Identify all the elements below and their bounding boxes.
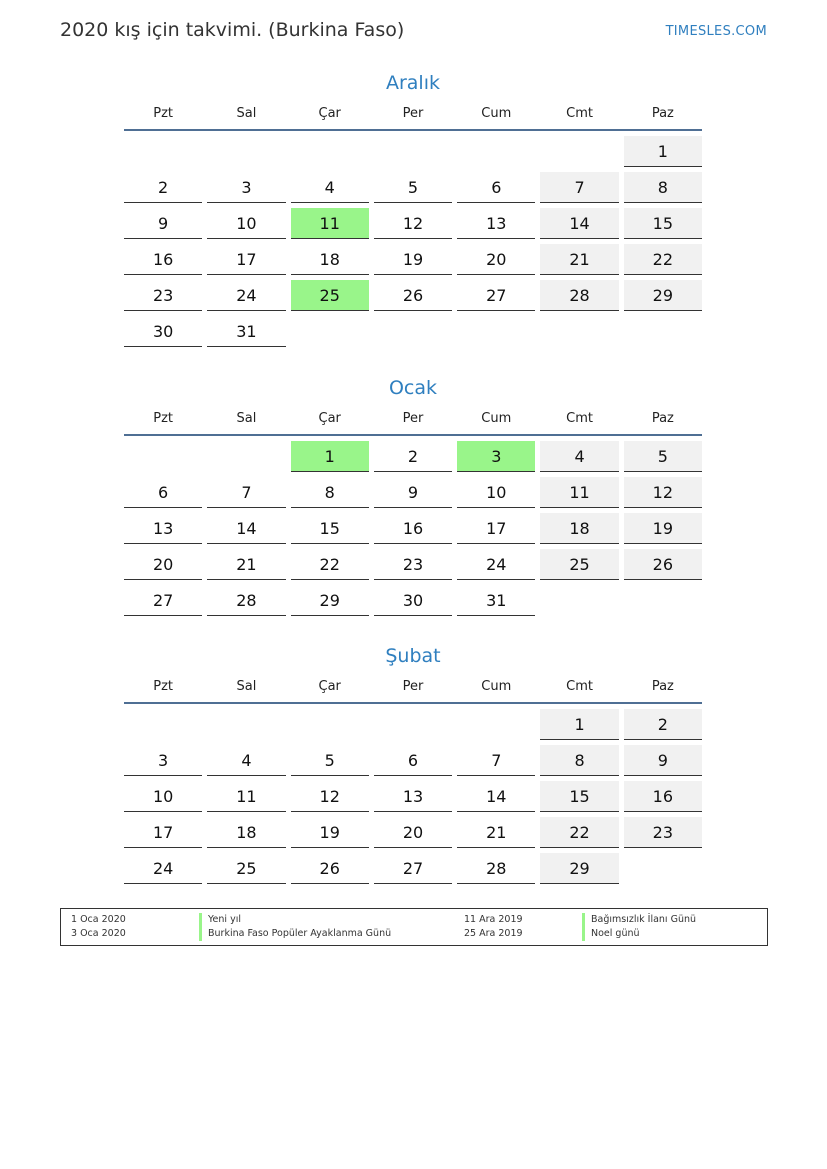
day-cell: 19	[624, 513, 702, 544]
day-cell: 29	[291, 585, 369, 616]
day-cell: 21	[540, 244, 618, 275]
weekday-label: Pzt	[153, 679, 174, 694]
weekday-label: Sal	[236, 679, 257, 694]
day-cell: 11	[207, 781, 285, 812]
weekday-label: Sal	[236, 106, 257, 121]
day-cell: 7	[207, 477, 285, 508]
day-cell: 18	[540, 513, 618, 544]
legend-holiday-name: Yeni yıl	[199, 913, 241, 927]
legend-date: 11 Ara 2019	[464, 914, 523, 925]
day-cell: 21	[457, 817, 535, 848]
weekday-label: Per	[402, 679, 424, 694]
day-cell: 8	[291, 477, 369, 508]
day-cell: 1	[624, 136, 702, 167]
legend-holiday-name: Noel günü	[582, 927, 640, 941]
empty-cell	[374, 136, 452, 167]
weekday-label: Paz	[651, 106, 674, 121]
empty-cell	[457, 136, 535, 167]
empty-cell	[291, 136, 369, 167]
day-cell: 27	[457, 280, 535, 311]
legend-holiday-name: Bağımsızlık İlanı Günü	[582, 913, 696, 927]
month-name: Ocak	[388, 377, 438, 399]
day-cell: 14	[207, 513, 285, 544]
month-december	[124, 68, 702, 347]
holiday-legend	[60, 908, 768, 946]
day-cell: 12	[291, 781, 369, 812]
day-cell: 9	[374, 477, 452, 508]
day-cell: 29	[624, 280, 702, 311]
day-cell: 4	[207, 745, 285, 776]
weekday-header	[124, 671, 702, 704]
legend-date: 3 Oca 2020	[71, 928, 126, 939]
day-cell: 1	[540, 709, 618, 740]
day-cell: 14	[457, 781, 535, 812]
month-name: Aralık	[385, 72, 440, 94]
day-cell: 5	[624, 441, 702, 472]
day-cell: 10	[124, 781, 202, 812]
day-cell: 28	[540, 280, 618, 311]
weekday-header	[124, 98, 702, 131]
day-cell: 13	[457, 208, 535, 239]
empty-cell	[374, 709, 452, 740]
legend-item	[464, 927, 764, 941]
day-cell: 25	[540, 549, 618, 580]
day-cell: 28	[207, 585, 285, 616]
day-grid	[124, 441, 702, 616]
weekday-label: Paz	[651, 679, 674, 694]
day-cell: 12	[374, 208, 452, 239]
weekday-label: Cmt	[566, 411, 593, 426]
day-cell: 8	[624, 172, 702, 203]
day-cell: 31	[207, 316, 285, 347]
day-cell: 20	[374, 817, 452, 848]
day-cell: 5	[374, 172, 452, 203]
day-cell: 3	[124, 745, 202, 776]
legend-item	[71, 927, 421, 941]
day-cell: 16	[374, 513, 452, 544]
weekday-label: Çar	[318, 106, 341, 121]
day-cell: 24	[207, 280, 285, 311]
month-name: Şubat	[385, 645, 441, 667]
day-cell: 16	[624, 781, 702, 812]
day-cell: 23	[124, 280, 202, 311]
day-cell: 17	[207, 244, 285, 275]
day-cell: 18	[291, 244, 369, 275]
weekday-label: Cum	[481, 411, 512, 426]
day-cell: 2	[374, 441, 452, 472]
weekday-label: Çar	[318, 411, 341, 426]
legend-item	[71, 913, 421, 927]
weekday-label: Cmt	[566, 106, 593, 121]
empty-cell	[207, 709, 285, 740]
weekday-label: Per	[402, 106, 424, 121]
day-cell: 23	[374, 549, 452, 580]
day-cell: 27	[374, 853, 452, 884]
day-cell: 9	[124, 208, 202, 239]
day-cell: 28	[457, 853, 535, 884]
day-cell: 23	[624, 817, 702, 848]
empty-cell	[124, 441, 202, 472]
day-cell: 24	[124, 853, 202, 884]
legend-item	[464, 913, 764, 927]
weekday-label: Pzt	[153, 106, 174, 121]
day-cell: 30	[374, 585, 452, 616]
day-cell: 24	[457, 549, 535, 580]
weekday-label: Pzt	[153, 411, 174, 426]
day-cell: 15	[540, 781, 618, 812]
day-cell: 19	[291, 817, 369, 848]
day-cell: 15	[624, 208, 702, 239]
day-cell: 19	[374, 244, 452, 275]
month-january	[124, 373, 702, 616]
day-cell: 29	[540, 853, 618, 884]
day-cell: 7	[540, 172, 618, 203]
holiday-day-cell: 3	[457, 441, 535, 472]
legend-date: 25 Ara 2019	[464, 928, 523, 939]
weekday-label: Cum	[481, 106, 512, 121]
brand-link[interactable]: TIMESLES.COM	[665, 24, 767, 39]
holiday-day-cell: 1	[291, 441, 369, 472]
day-cell: 18	[207, 817, 285, 848]
legend-date: 1 Oca 2020	[71, 914, 126, 925]
day-grid	[124, 709, 702, 884]
holiday-day-cell: 11	[291, 208, 369, 239]
weekday-label: Çar	[318, 679, 341, 694]
page-title: 2020 kış için takvimi. (Burkina Faso)	[60, 19, 405, 41]
empty-cell	[540, 136, 618, 167]
day-cell: 10	[457, 477, 535, 508]
day-cell: 2	[624, 709, 702, 740]
day-cell: 26	[624, 549, 702, 580]
day-cell: 14	[540, 208, 618, 239]
day-cell: 15	[291, 513, 369, 544]
day-cell: 20	[457, 244, 535, 275]
day-cell: 7	[457, 745, 535, 776]
day-cell: 13	[374, 781, 452, 812]
day-cell: 3	[207, 172, 285, 203]
day-cell: 5	[291, 745, 369, 776]
weekday-label: Paz	[651, 411, 674, 426]
day-cell: 26	[291, 853, 369, 884]
day-cell: 22	[624, 244, 702, 275]
day-cell: 12	[624, 477, 702, 508]
empty-cell	[207, 441, 285, 472]
day-cell: 27	[124, 585, 202, 616]
day-cell: 26	[374, 280, 452, 311]
empty-cell	[124, 709, 202, 740]
day-cell: 17	[457, 513, 535, 544]
empty-cell	[124, 136, 202, 167]
weekday-label: Cmt	[566, 679, 593, 694]
day-cell: 10	[207, 208, 285, 239]
day-cell: 6	[374, 745, 452, 776]
weekday-label: Per	[402, 411, 424, 426]
day-cell: 30	[124, 316, 202, 347]
day-cell: 11	[540, 477, 618, 508]
day-cell: 9	[624, 745, 702, 776]
day-cell: 2	[124, 172, 202, 203]
weekday-header	[124, 403, 702, 436]
day-cell: 16	[124, 244, 202, 275]
day-cell: 21	[207, 549, 285, 580]
empty-cell	[207, 136, 285, 167]
day-cell: 6	[457, 172, 535, 203]
day-cell: 4	[291, 172, 369, 203]
holiday-day-cell: 25	[291, 280, 369, 311]
day-cell: 4	[540, 441, 618, 472]
empty-cell	[457, 709, 535, 740]
day-grid	[124, 136, 702, 347]
day-cell: 13	[124, 513, 202, 544]
empty-cell	[291, 709, 369, 740]
month-february	[124, 641, 702, 884]
legend-holiday-name: Burkina Faso Popüler Ayaklanma Günü	[199, 927, 391, 941]
day-cell: 20	[124, 549, 202, 580]
day-cell: 22	[540, 817, 618, 848]
day-cell: 8	[540, 745, 618, 776]
day-cell: 17	[124, 817, 202, 848]
day-cell: 31	[457, 585, 535, 616]
weekday-label: Sal	[236, 411, 257, 426]
day-cell: 22	[291, 549, 369, 580]
day-cell: 6	[124, 477, 202, 508]
weekday-label: Cum	[481, 679, 512, 694]
day-cell: 25	[207, 853, 285, 884]
